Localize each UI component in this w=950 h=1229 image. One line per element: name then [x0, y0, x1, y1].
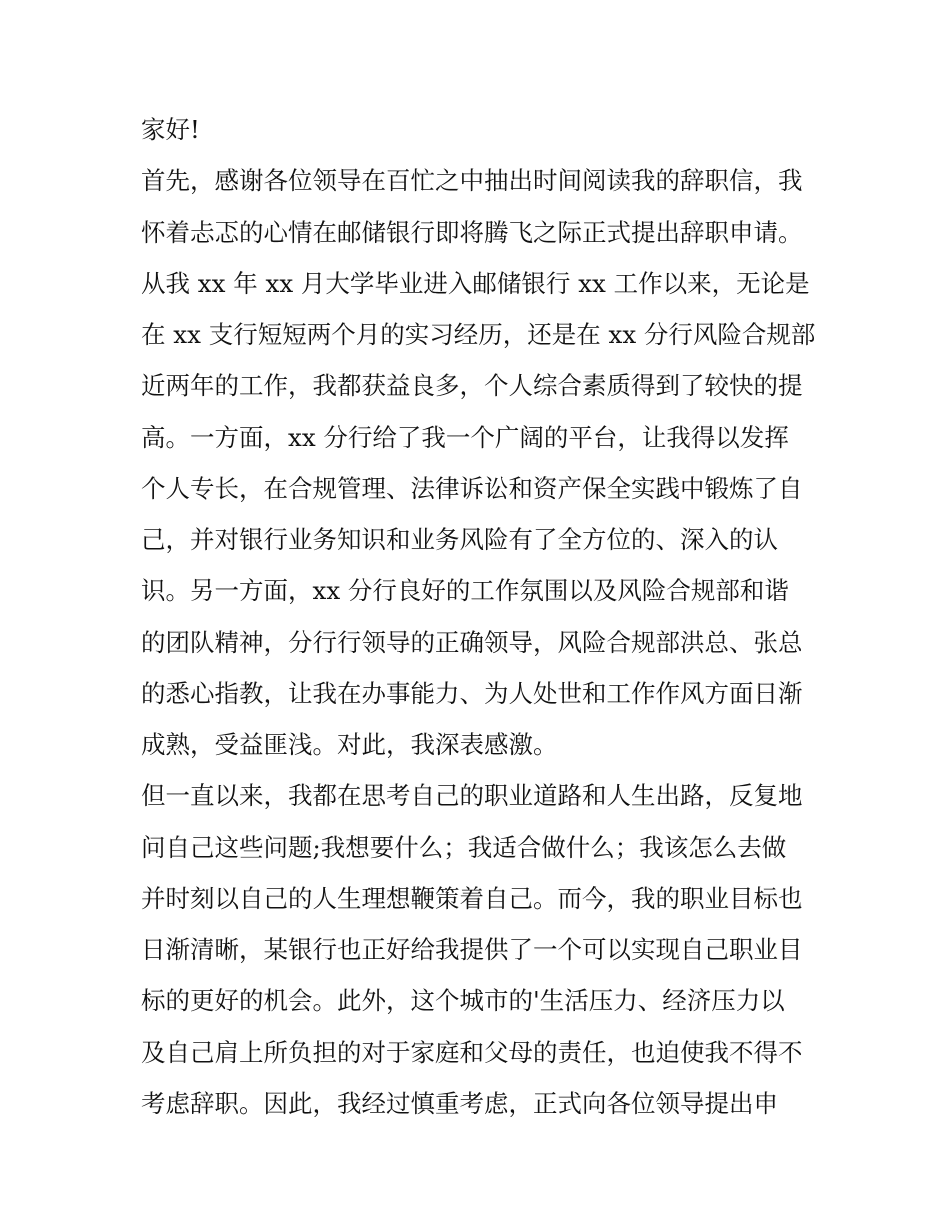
- text-line: 家好!: [141, 115, 200, 144]
- text-line: 考虑辞职。因此，我经过慎重考虑，正式向各位领导提出申: [141, 1088, 778, 1118]
- letter-body: [141, 110, 821, 1135]
- text-line: 成熟，受益匪浅。对此，我深表感激。: [141, 730, 558, 759]
- text-line: 但一直以来，我都在思考自己的职业道路和人生出路，反复地: [141, 781, 803, 811]
- text-line: 首先，感谢各位领导在百忙之中抽出时间阅读我的辞职信，我: [141, 166, 803, 196]
- text-line: 个人专长，在合规管理、法律诉讼和资产保全实践中锻炼了自: [141, 473, 803, 503]
- text-line: 识。另一方面，xx 分行良好的工作氛围以及风险合规部和谐: [141, 576, 789, 606]
- text-line: 标的更好的机会。此外，这个城市的'生活压力、经济压力以: [141, 986, 785, 1016]
- text-line: 问自己这些问题;我想要什么；我适合做什么；我该怎么去做: [141, 832, 787, 862]
- text-line: 的团队精神，分行行领导的正确领导，风险合规部洪总、张总: [141, 627, 803, 657]
- text-line: 的悉心指教，让我在办事能力、为人处世和工作作风方面日渐: [141, 678, 803, 708]
- text-line: 高。一方面，xx 分行给了我一个广阔的平台，让我得以发挥: [141, 422, 789, 452]
- text-line: 怀着忐忑的心情在邮储银行即将腾飞之际正式提出辞职申请。: [141, 217, 803, 247]
- text-line: 并时刻以自己的人生理想鞭策着自己。而今，我的职业目标也: [141, 883, 803, 913]
- text-line: 从我 xx 年 xx 月大学毕业进入邮储银行 xx 工作以来，无论是: [141, 268, 810, 298]
- text-line: 日渐清晰，某银行也正好给我提供了一个可以实现自己职业目: [141, 935, 803, 964]
- text-line: 在 xx 支行短短两个月的实习经历，还是在 xx 分行风险合规部: [141, 320, 816, 349]
- text-line: 及自己肩上所负担的对于家庭和父母的责任，也迫使我不得不: [141, 1037, 803, 1067]
- text-line: 近两年的工作，我都获益良多，个人综合素质得到了较快的提: [141, 371, 803, 401]
- text-line: 己，并对银行业务知识和业务风险有了全方位的、深入的认: [141, 525, 778, 554]
